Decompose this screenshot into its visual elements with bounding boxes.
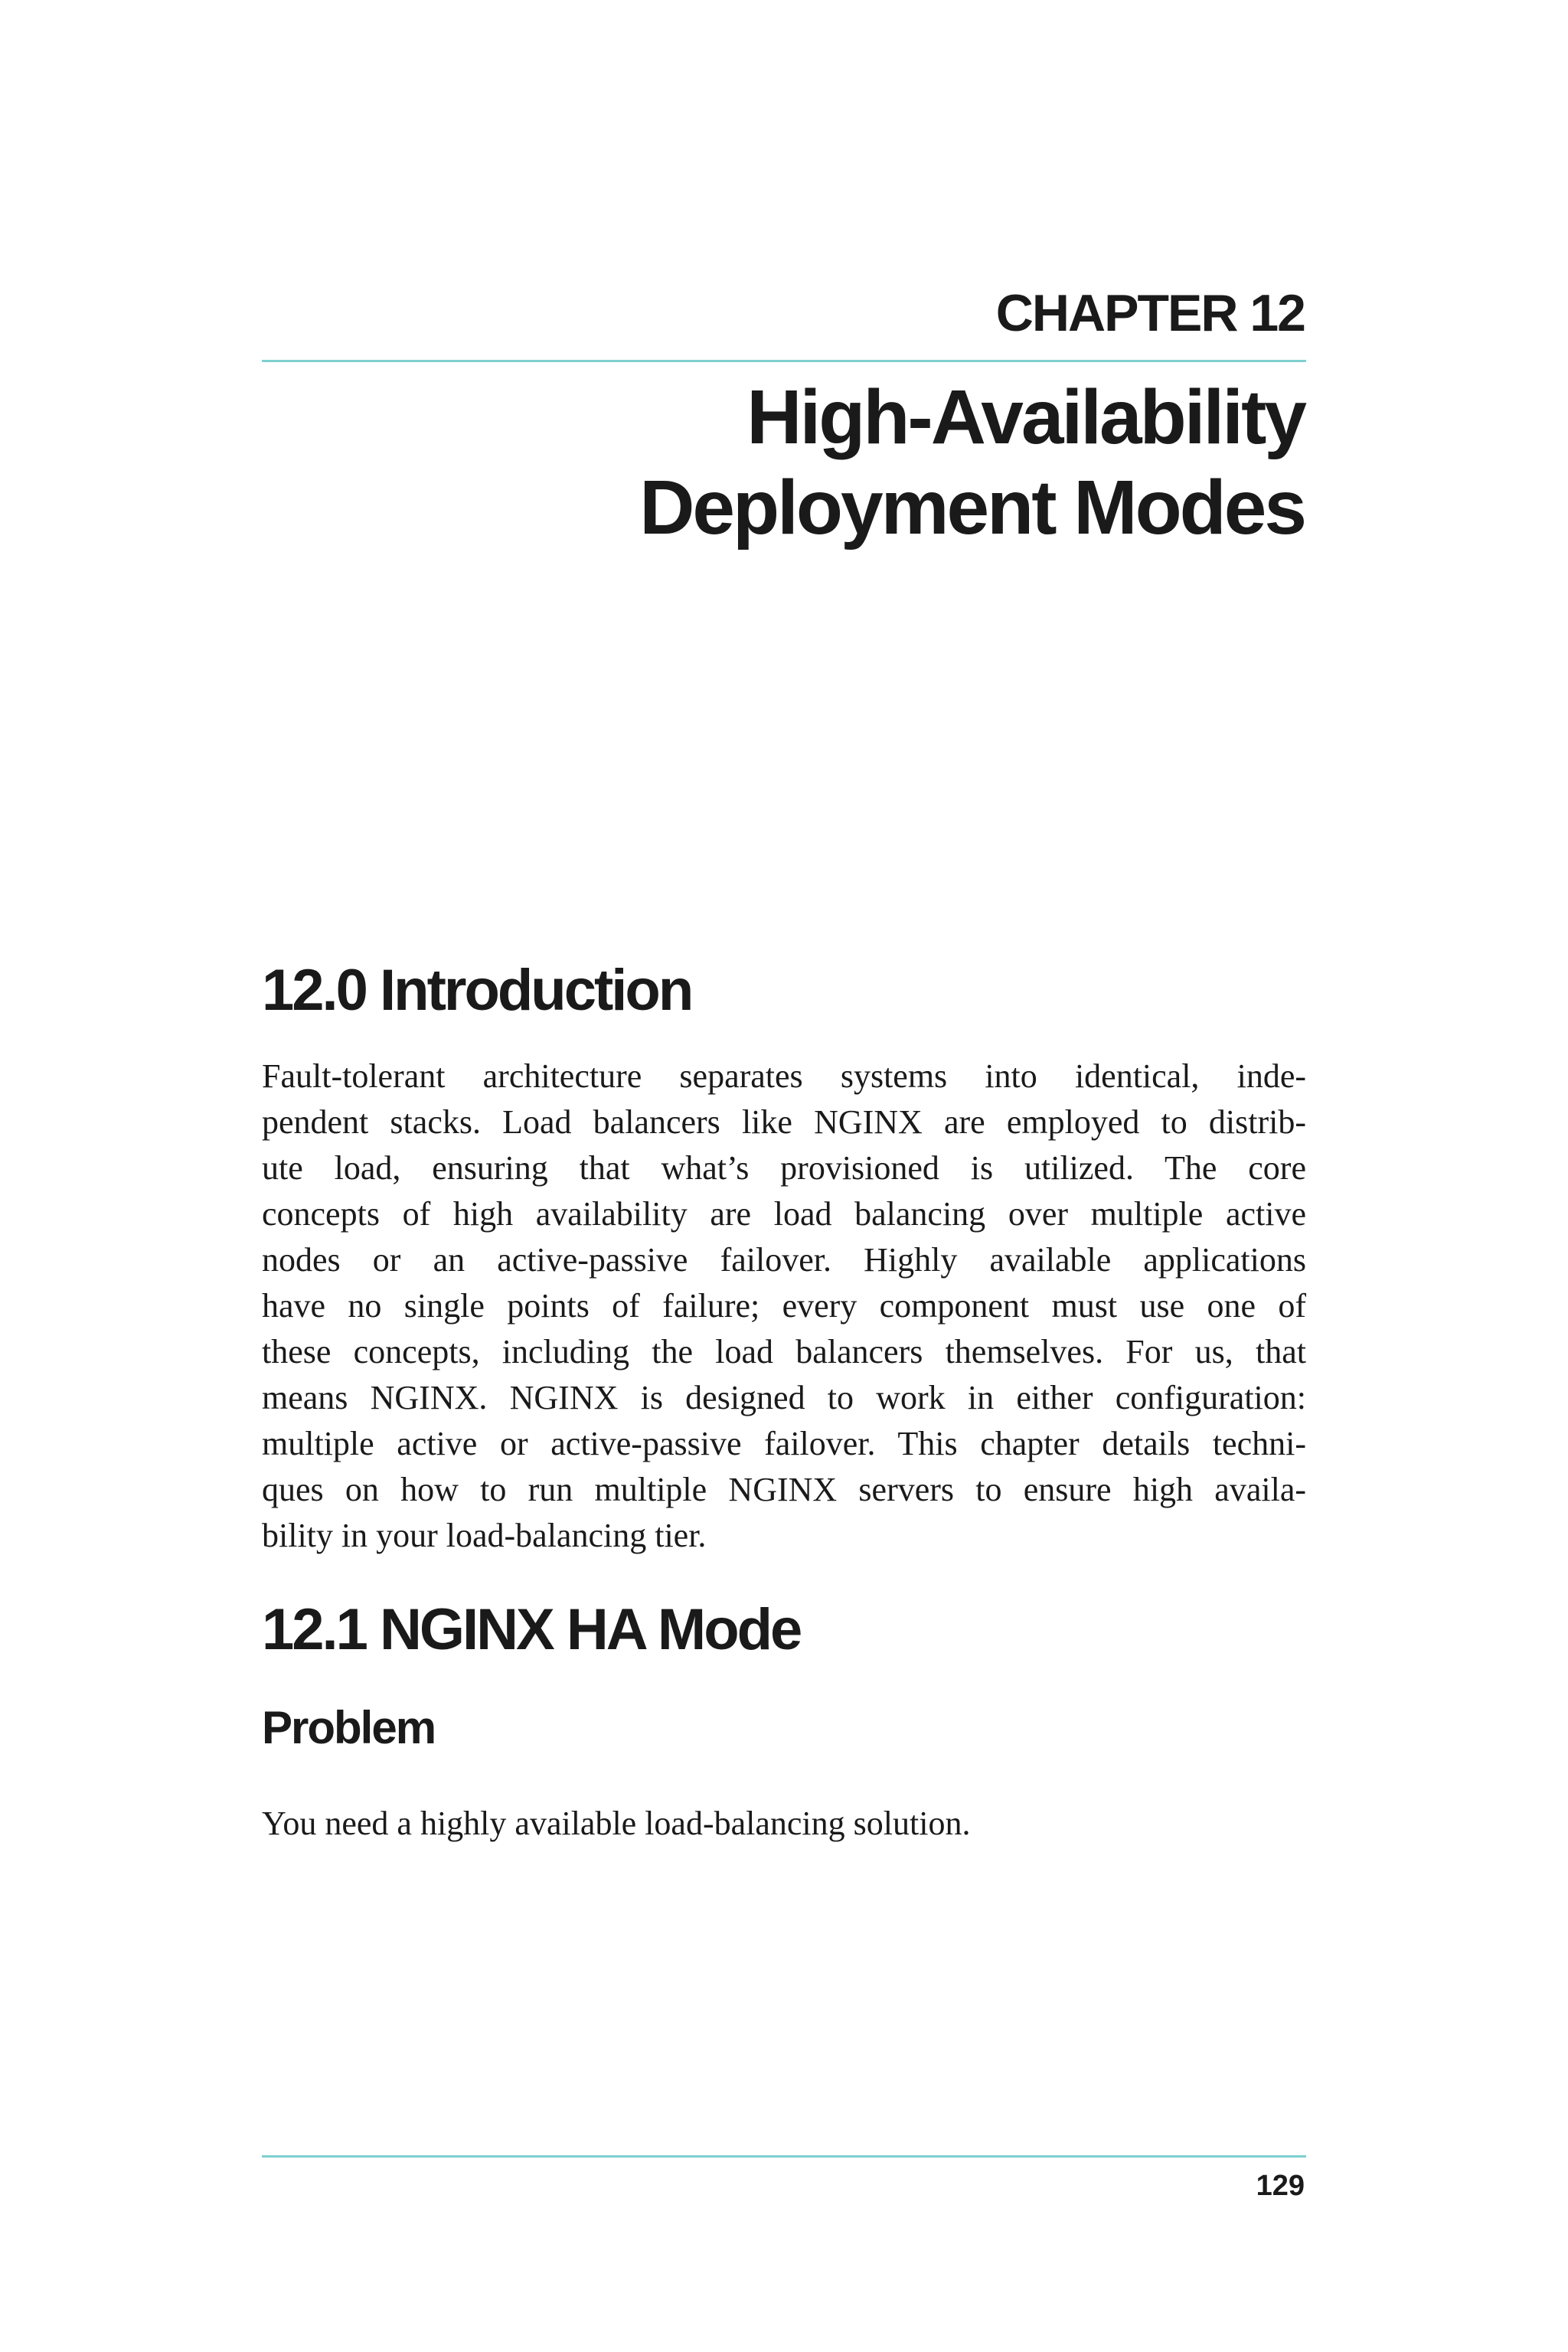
paragraph-line: means NGINX. NGINX is designed to work in either configuration: xyxy=(262,1379,1306,1416)
introduction-paragraph xyxy=(262,1054,1306,1559)
paragraph-line: bility in your load-balancing tier. xyxy=(262,1517,707,1554)
paragraph-line: have no single points of failure; every component must use one of xyxy=(262,1287,1306,1325)
chapter-title-line-1: High-Availability xyxy=(746,374,1305,460)
paragraph-line: nodes or an active-passive failover. Highly available applications xyxy=(262,1241,1306,1279)
chapter-title-line-2: Deployment Modes xyxy=(639,465,1305,550)
paragraph-line: ute load, ensuring that what’s provisioned is utilized. The core xyxy=(262,1149,1306,1187)
paragraph-line: concepts of high availability are load balancing over multiple active xyxy=(262,1195,1306,1233)
page-number: 129 xyxy=(1256,2170,1305,2202)
chapter-divider xyxy=(262,360,1306,362)
problem-paragraph: You need a highly available load-balancing solution. xyxy=(262,1805,971,1842)
paragraph-line: these concepts, including the load balancers themselves. For us, that xyxy=(262,1333,1306,1370)
section-heading-nginx-ha-mode: 12.1 NGINX HA Mode xyxy=(262,1597,801,1662)
paragraph-line: Fault-tolerant architecture separates systems into identical, inde- xyxy=(262,1057,1306,1095)
paragraph-line: multiple active or active-passive failover. This chapter details techni- xyxy=(262,1425,1306,1462)
paragraph-line: ques on how to run multiple NGINX servers to ensure high availa- xyxy=(262,1471,1306,1508)
paragraph-line: pendent stacks. Load balancers like NGINX are employed to distrib- xyxy=(262,1103,1306,1141)
subheading-problem: Problem xyxy=(262,1702,436,1753)
section-heading-introduction: 12.0 Introduction xyxy=(262,958,692,1023)
chapter-label: CHAPTER 12 xyxy=(995,284,1305,342)
footer-divider xyxy=(262,2155,1306,2158)
chapter-title xyxy=(639,372,1305,553)
